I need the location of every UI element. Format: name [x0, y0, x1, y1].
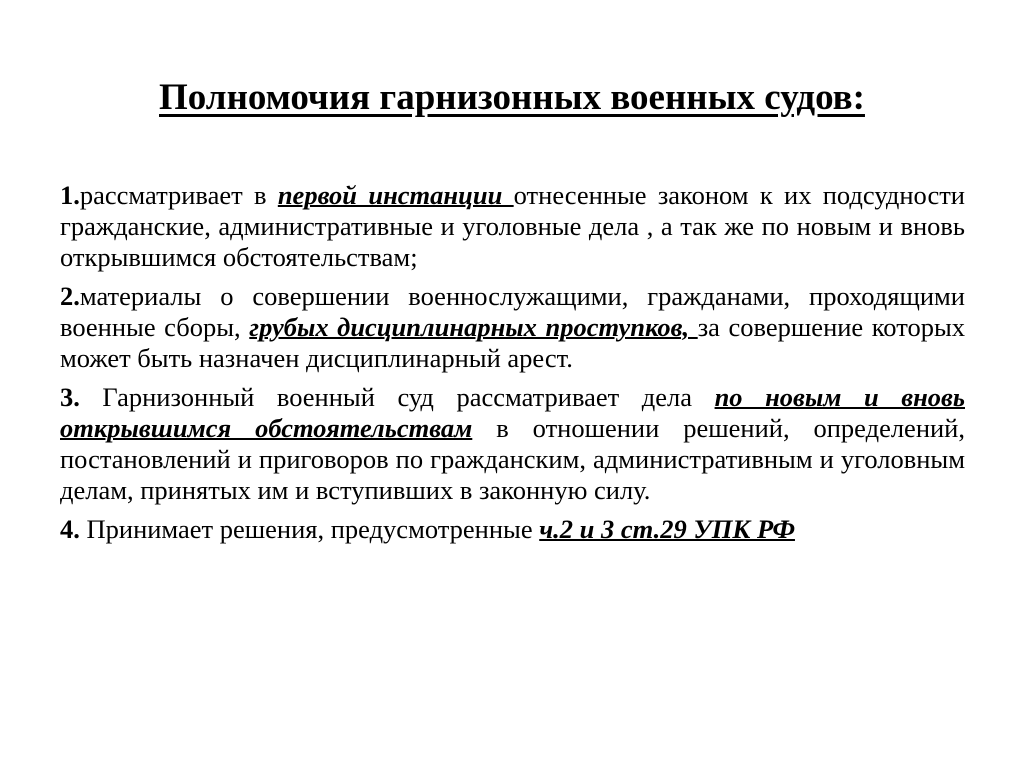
item-text: Гарнизонный военный суд рассматривает дела	[79, 382, 715, 412]
list-item	[60, 281, 965, 374]
emphasis-text: грубых дисциплинарных проступков,	[249, 312, 698, 342]
item-text: материалы о совершении военнослужащими, гражданами, проходящими военные сборы,	[60, 281, 965, 342]
item-number: 3.	[60, 382, 80, 412]
item-text: рассматривает в	[79, 180, 278, 210]
item-text: отнесенные законом к их подсудности гражданские, административные и уголовные дела , а так же по новым и вновь открывшимся обстоятельствам;	[60, 180, 965, 272]
item-number: 2.	[60, 281, 80, 311]
emphasis-text: ч.2 и 3 ст.29 УПК РФ	[539, 514, 795, 544]
emphasis-text: первой инстанции	[277, 180, 514, 210]
item-number: 4.	[60, 514, 80, 544]
item-text: Принимает решения, предусмотренные	[79, 514, 540, 544]
item-text: в отношении решений, определений, постановлений и приговоров по гражданским, административным и уголовным делам, принятых им и вступивших в законную силу.	[60, 413, 965, 505]
item-number: 1.	[60, 180, 80, 210]
list-item	[60, 382, 965, 506]
item-text: за совершение которых может быть назначен дисциплинарный арест.	[60, 312, 965, 373]
list-item	[60, 514, 965, 545]
slide-title: Полномочия гарнизонных военных судов:	[159, 77, 865, 118]
powers-list	[60, 180, 965, 553]
emphasis-text: по новым и вновь открывшимся обстоятельствам	[60, 382, 965, 443]
list-item	[60, 180, 965, 273]
